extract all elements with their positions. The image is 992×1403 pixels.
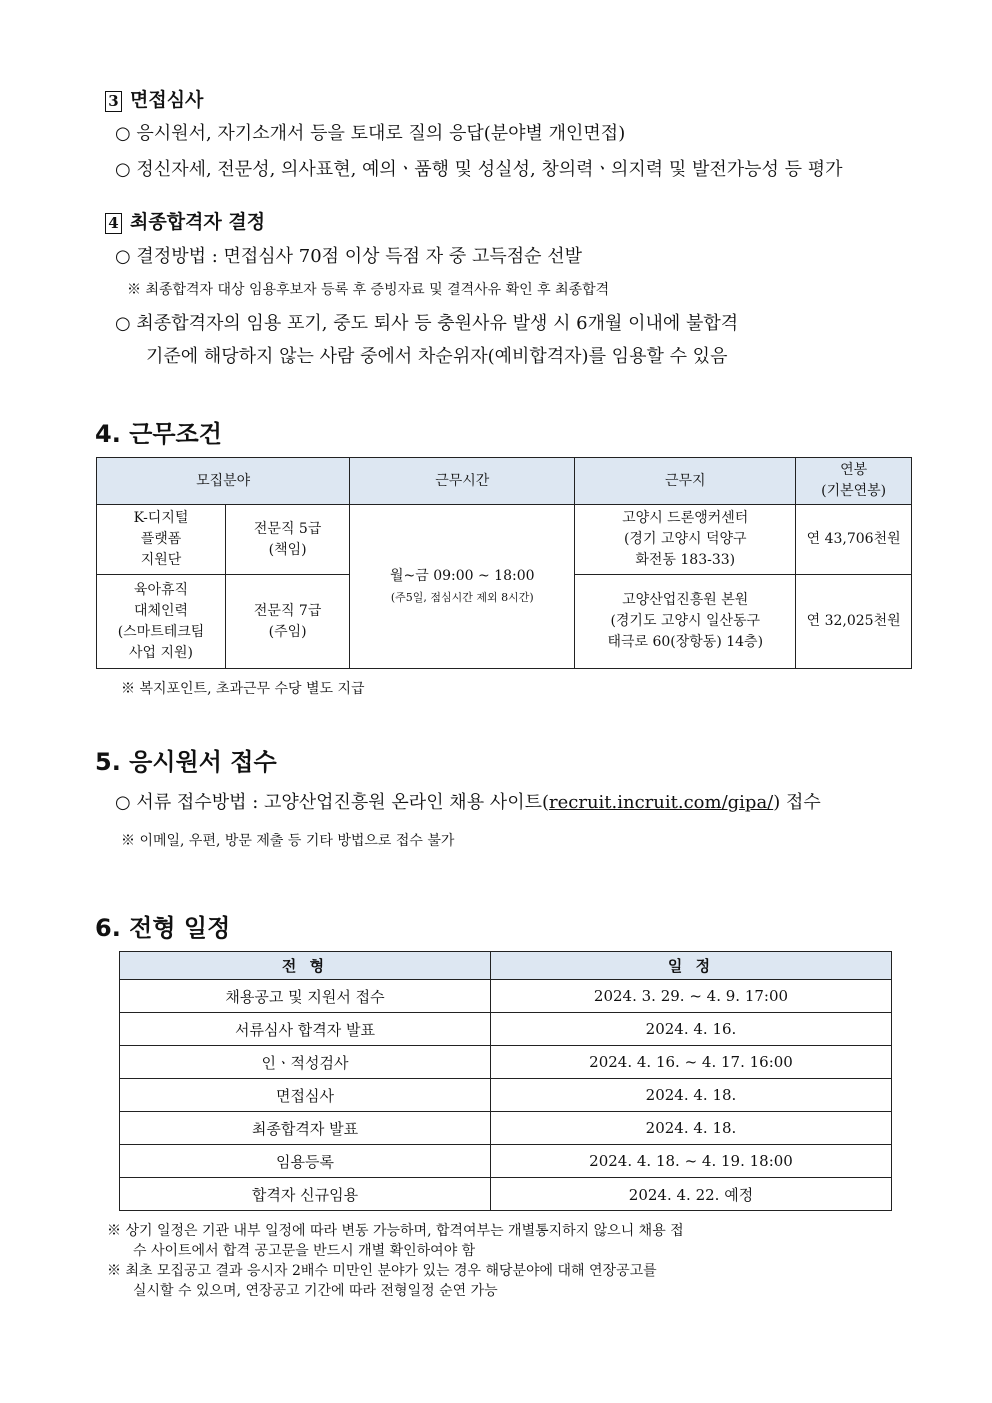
- replacement-line-2: 기준에 해당하지 않는 사람 중에서 차순위자(예비합격자)를 임용할 수 있음: [146, 346, 728, 367]
- date-cell: 2024. 4. 16.: [491, 1013, 892, 1046]
- place-line: (경기도 고양시 일산동구: [610, 613, 761, 629]
- header-hours: 근무시간: [350, 458, 575, 505]
- application-title: 5. 응시원서 접수: [95, 748, 277, 776]
- stage-cell: 서류심사 합격자 발표: [120, 1013, 491, 1046]
- salary-cell: 연 43,706천원: [796, 505, 912, 575]
- date-cell: 2024. 4. 16. ~ 4. 17. 16:00: [491, 1046, 892, 1079]
- stage-cell: 임용등록: [120, 1145, 491, 1178]
- decision-method: ○ 결정방법 : 면접심사 70점 이상 득점 자 중 고득점순 선발: [115, 246, 583, 267]
- salary-cell: 연 32,025천원: [796, 575, 912, 669]
- schedule-table: [119, 951, 892, 1211]
- date-cell: 2024. 3. 29. ~ 4. 9. 17:00: [491, 980, 892, 1013]
- schedule-note-2-line-2: 실시할 수 있으며, 연장공고 기간에 따라 전형일정 순연 가능: [133, 1283, 498, 1299]
- table-row: [120, 980, 892, 1013]
- table-row: [120, 1178, 892, 1211]
- section-number-box: 4: [105, 213, 122, 234]
- stage-cell: 채용공고 및 지원서 접수: [120, 980, 491, 1013]
- work-conditions-title: 4. 근무조건: [95, 420, 222, 448]
- table-row: [120, 1145, 892, 1178]
- grade-line: (주임): [268, 623, 307, 640]
- place-line: 고양시 드론앵커센터: [622, 510, 749, 526]
- hours-main: 월~금 09:00 ~ 18:00: [389, 567, 535, 584]
- place-cell: [575, 575, 796, 669]
- interview-item-1: ○ 응시원서, 자기소개서 등을 토대로 질의 응답(분야별 개인면접): [115, 123, 626, 144]
- stage-cell: 최종합격자 발표: [120, 1112, 491, 1145]
- dept-cell: [97, 575, 226, 669]
- section-number-box: 3: [105, 91, 122, 112]
- dept-line: 사업 지원): [128, 644, 193, 661]
- header-place: 근무지: [575, 458, 796, 505]
- schedule-body: [120, 980, 892, 1211]
- table-row: [97, 505, 912, 575]
- header-salary-label: 연봉: [840, 462, 868, 478]
- table-row: [120, 1079, 892, 1112]
- date-cell: 2024. 4. 22. 예정: [491, 1178, 892, 1211]
- place-line: (경기 고양시 덕양구: [623, 531, 747, 547]
- application-note: ※ 이메일, 우편, 방문 제출 등 기타 방법으로 접수 불가: [121, 833, 455, 849]
- application-method: [115, 788, 821, 814]
- decision-note: ※ 최종합격자 대상 임용후보자 등록 후 증빙자료 및 결격사유 확인 후 최종합격: [127, 282, 610, 298]
- header-salary-sub: (기본연봉): [821, 483, 887, 499]
- schedule-note-1-line-1: ※ 상기 일정은 기관 내부 일정에 따라 변동 가능하며, 합격여부는 개별통지하지 않으니 채용 접: [107, 1223, 684, 1239]
- place-line: 고양산업진흥원 본원: [622, 592, 749, 608]
- dept-cell: [97, 505, 226, 575]
- welfare-note: ※ 복지포인트, 초과근무 수당 별도 지급: [121, 681, 365, 697]
- final-decision-title: 최종합격자 결정: [130, 211, 266, 233]
- grade-line: 전문직 7급: [253, 602, 322, 619]
- replacement-line-1: ○ 최종합격자의 임용 포기, 중도 퇴사 등 충원사유 발생 시 6개월 이내에 불합격: [115, 313, 739, 334]
- dept-line: 육아휴직: [133, 581, 189, 598]
- schedule-notes: [107, 1221, 684, 1301]
- date-cell: 2024. 4. 18. ~ 4. 19. 18:00: [491, 1145, 892, 1178]
- table-row: [120, 1013, 892, 1046]
- application-method-suffix: ) 접수: [773, 792, 821, 813]
- interview-title: 면접심사: [130, 89, 204, 111]
- stage-cell: 합격자 신규임용: [120, 1178, 491, 1211]
- date-cell: 2024. 4. 18.: [491, 1079, 892, 1112]
- header-field: 모집분야: [97, 458, 350, 505]
- recruit-site-link[interactable]: recruit.incruit.com/gipa/: [549, 792, 774, 813]
- header-date: 일 정: [491, 952, 892, 980]
- schedule-note-2-line-1: ※ 최초 모집공고 결과 응시자 2배수 미만인 분야가 있는 경우 해당분야에 대해 연장공고를: [107, 1263, 657, 1279]
- interview-item-2: ○ 정신자세, 전문성, 의사표현, 예의ㆍ품행 및 성실성, 창의력ㆍ의지력 및 발전가능성 등 평가: [115, 159, 843, 180]
- application-method-text: ○ 서류 접수방법 : 고양산업진흥원 온라인 채용 사이트(: [115, 792, 549, 813]
- schedule-title: 6. 전형 일정: [95, 914, 231, 942]
- dept-line: 지원단: [140, 552, 182, 568]
- schedule-note-1-line-2: 수 사이트에서 합격 공고문을 반드시 개별 확인하여야 함: [133, 1243, 476, 1259]
- stage-cell: 인ㆍ적성검사: [120, 1046, 491, 1079]
- header-salary: [796, 458, 912, 505]
- table-header-row: [120, 952, 892, 980]
- place-line: 태극로 60(장항동) 14층): [607, 634, 764, 650]
- place-cell: [575, 505, 796, 575]
- date-cell: 2024. 4. 18.: [491, 1112, 892, 1145]
- grade-line: (책임): [268, 541, 307, 558]
- header-stage: 전 형: [120, 952, 491, 980]
- dept-line: (스마트테크팀: [117, 623, 205, 640]
- table-header-row: [97, 458, 912, 505]
- table-row: [120, 1046, 892, 1079]
- dept-line: 대체인력: [133, 602, 189, 619]
- interview-heading: [105, 85, 203, 112]
- work-conditions-table: [96, 457, 912, 669]
- hours-sub: (주5일, 점심시간 제외 8시간): [390, 590, 534, 604]
- hours-cell: [350, 505, 575, 669]
- dept-line: K-디지털: [133, 510, 189, 526]
- grade-cell: [226, 575, 350, 669]
- grade-cell: [226, 505, 350, 575]
- table-row: [120, 1112, 892, 1145]
- stage-cell: 면접심사: [120, 1079, 491, 1112]
- grade-line: 전문직 5급: [253, 520, 322, 537]
- place-line: 화전동 183-33): [635, 552, 736, 568]
- dept-line: 플랫폼: [140, 531, 182, 547]
- final-decision-heading: [105, 207, 265, 234]
